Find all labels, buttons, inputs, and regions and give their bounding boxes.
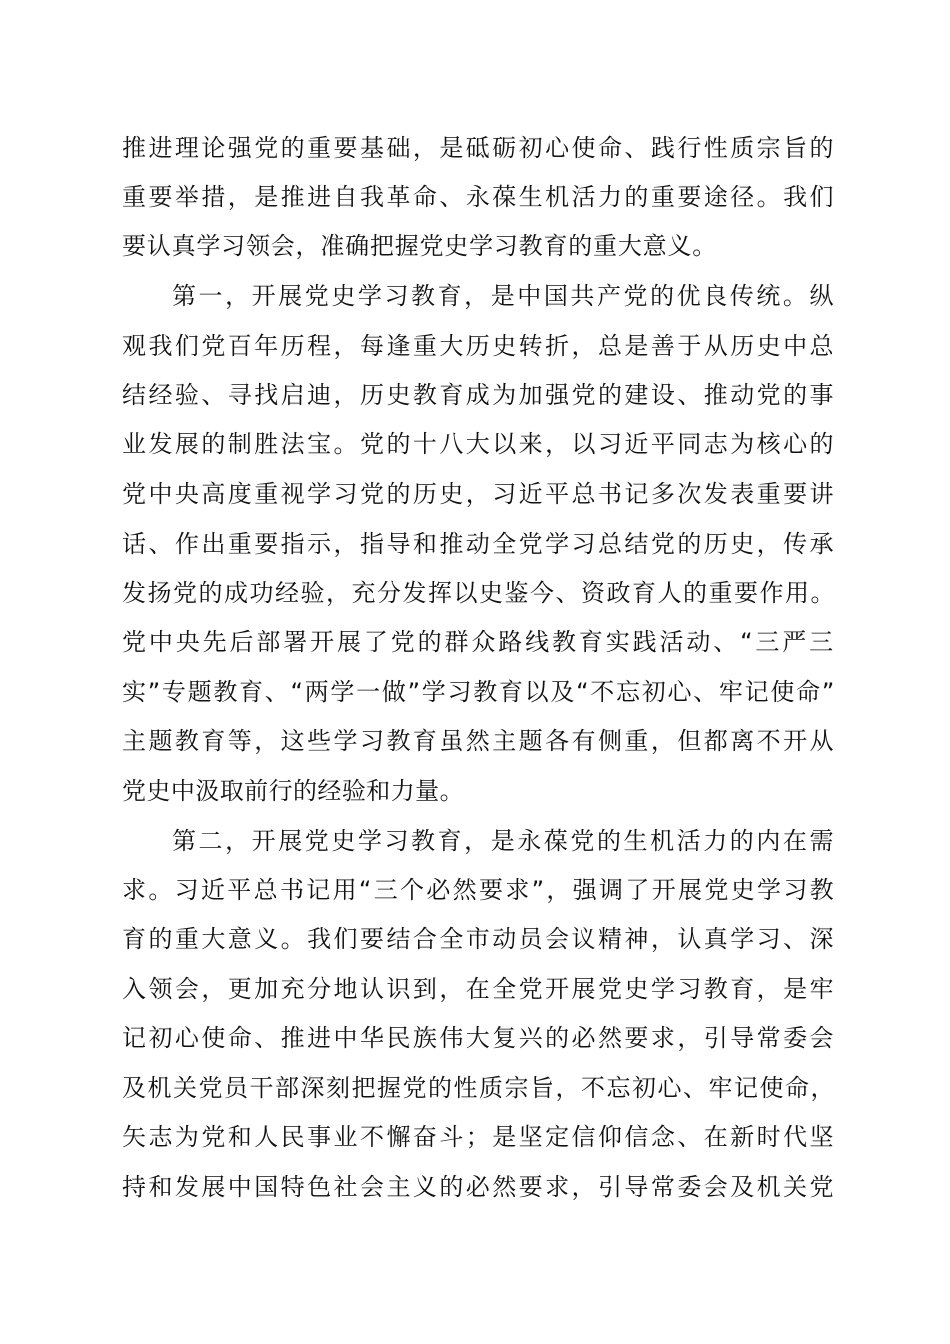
text-line: 矢志为党和人民事业不懈奋斗；是坚定信仰信念、在新时代坚 bbox=[122, 1123, 836, 1151]
text-line: 党中央高度重视学习党的历史，习近平总书记多次发表重要讲 bbox=[122, 480, 836, 508]
text-line: 第二，开展党史学习教育，是永葆党的生机活力的内在需 bbox=[172, 827, 836, 855]
text-line: 发扬党的成功经验，充分发挥以史鉴今、资政育人的重要作用。 bbox=[122, 579, 836, 607]
text-line: 业发展的制胜法宝。党的十八大以来，以习近平同志为核心的 bbox=[122, 430, 836, 458]
text-line: 持和发展中国特色社会主义的必然要求，引导常委会及机关党 bbox=[122, 1173, 836, 1201]
text-line: 观我们党百年历程，每逢重大历史转折，总是善于从历史中总 bbox=[122, 332, 836, 360]
text-line: 话、作出重要指示，指导和推动全党学习总结党的历史，传承 bbox=[122, 530, 836, 558]
text-line: 育的重大意义。我们要结合全市动员会议精神，认真学习、深 bbox=[122, 925, 836, 953]
text-line: 结经验、寻找启迪，历史教育成为加强党的建设、推动党的事 bbox=[122, 381, 836, 409]
text-line: 第一，开展党史学习教育，是中国共产党的优良传统。纵 bbox=[172, 282, 836, 310]
text-line: 实”专题教育、“两学一做”学习教育以及“不忘初心、牢记使命” bbox=[122, 678, 837, 706]
text-line: 记初心使命、推进中华民族伟大复兴的必然要求，引导常委会 bbox=[122, 1024, 836, 1052]
text-line: 主题教育等，这些学习教育虽然主题各有侧重，但都离不开从 bbox=[122, 727, 836, 755]
text-line: 党中央先后部署开展了党的群众路线教育实践活动、“三严三 bbox=[122, 628, 837, 656]
text-line: 党史中汲取前行的经验和力量。 bbox=[122, 777, 465, 805]
text-line: 推进理论强党的重要基础，是砥砺初心使命、践行性质宗旨的 bbox=[122, 134, 836, 162]
text-line: 入领会，更加充分地认识到，在全党开展党史学习教育，是牢 bbox=[122, 975, 836, 1003]
text-line: 及机关党员干部深刻把握党的性质宗旨，不忘初心、牢记使命， bbox=[122, 1074, 836, 1102]
text-line: 重要举措，是推进自我革命、永葆生机活力的重要途径。我们 bbox=[122, 183, 836, 211]
text-line: 要认真学习领会，准确把握党史学习教育的重大意义。 bbox=[122, 232, 718, 260]
text-line: 求。习近平总书记用“三个必然要求”，强调了开展党史学习教 bbox=[122, 876, 836, 904]
